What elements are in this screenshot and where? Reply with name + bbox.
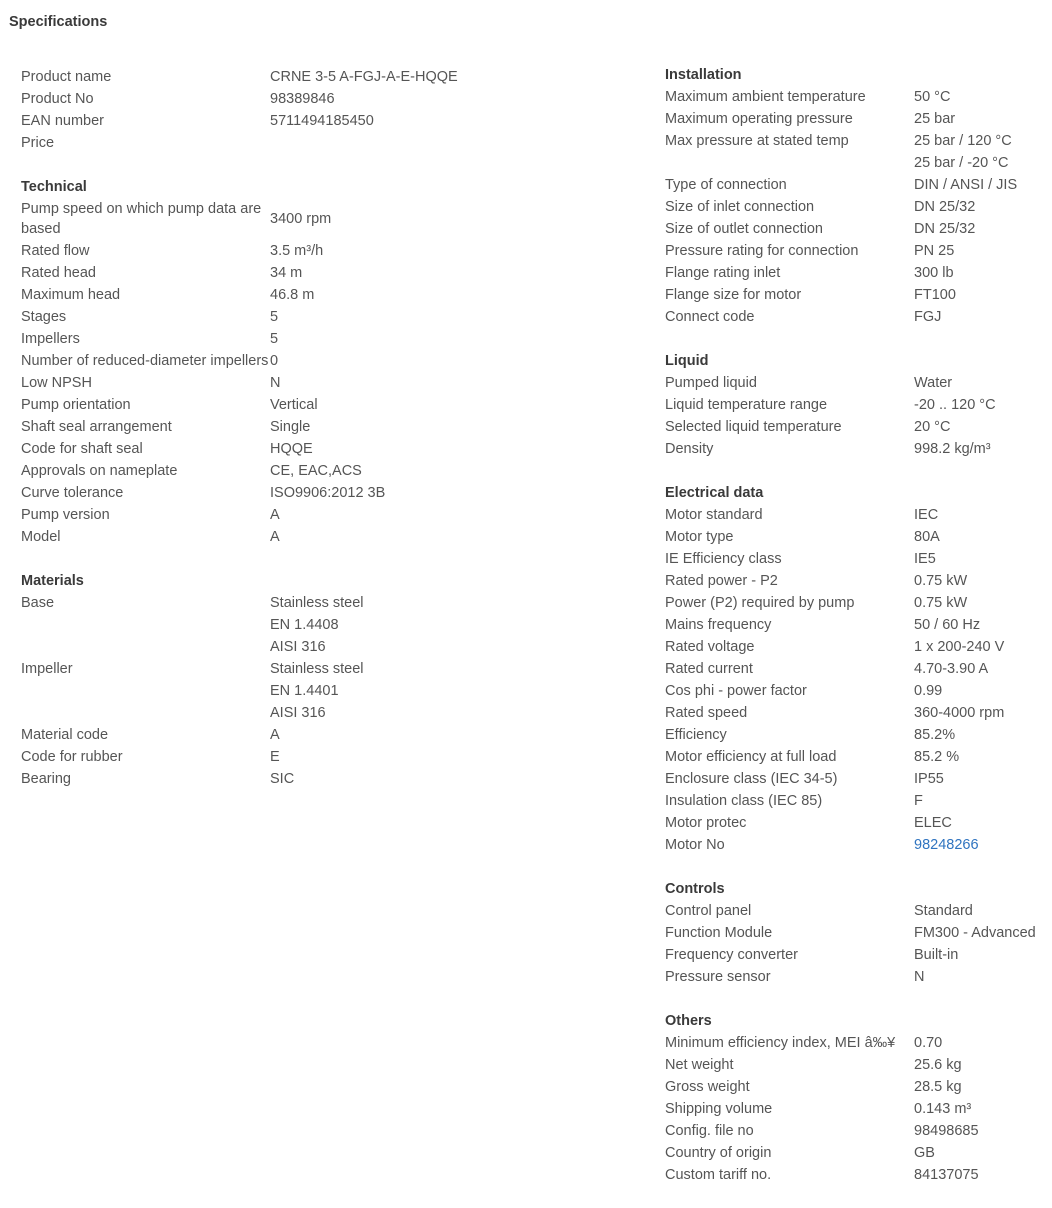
spec-label: Gross weight [665,1079,750,1095]
spec-label: Country of origin [665,1145,772,1161]
spec-label: Flange size for motor [665,287,802,303]
spec-label: Rated power - P2 [665,573,778,589]
spec-label: Density [665,441,714,457]
spec-value-line: 0.75 kW [914,573,968,589]
spec-row [665,834,1050,856]
spec-row [665,416,1050,438]
section-title: Technical [21,179,87,195]
spec-row [665,548,1050,570]
spec-value-line: DN 25/32 [914,199,976,215]
spec-value-line: 98389846 [270,91,335,107]
right-column [665,64,1050,1208]
spec-value [914,504,1050,526]
spec-row [665,196,1050,218]
spec-label: Rated voltage [665,639,755,655]
spec-value [914,702,1050,724]
spec-value [914,944,1050,966]
spec-row [21,394,621,416]
spec-label: Pressure sensor [665,969,771,985]
spec-label: Connect code [665,309,755,325]
spec-label: Mains frequency [665,617,772,633]
spec-value-line: 85.2 % [914,749,960,765]
spec-value [270,438,621,460]
spec-row [665,526,1050,548]
spec-value-line: 300 lb [914,265,954,281]
spec-label: Pressure rating for connection [665,243,859,259]
spec-value-line: 50 / 60 Hz [914,617,981,633]
spec-value [914,196,1050,218]
spec-value [914,1054,1050,1076]
spec-label: Rated current [665,661,753,677]
spec-value [914,548,1050,570]
spec-value [914,746,1050,768]
spec-row [21,198,621,240]
spec-value [914,240,1050,262]
spec-row [21,262,621,284]
spec-row [665,636,1050,658]
spec-row [21,746,621,768]
spec-label: Efficiency [665,727,727,743]
spec-value [270,208,621,230]
spec-value-line: AISI 316 [270,639,326,655]
spec-row [665,504,1050,526]
spec-value-line: 80A [914,529,940,545]
spec-value [270,416,621,438]
spec-value-line: A [270,507,280,523]
spec-label: Shipping volume [665,1101,773,1117]
section-liquid [665,350,1050,460]
spec-row [665,944,1050,966]
spec-value-line: DN 25/32 [914,221,976,237]
spec-value [914,262,1050,284]
spec-row [665,284,1050,306]
section-general [21,66,621,154]
spec-value-line: 1 x 200-240 V [914,639,1005,655]
spec-value-line: EN 1.4401 [270,683,339,699]
section-installation [665,64,1050,328]
spec-label: Pump orientation [21,397,131,413]
spec-value-line: EN 1.4408 [270,617,339,633]
spec-row [21,592,621,658]
spec-value [914,438,1050,460]
spec-value-line: IEC [914,507,939,523]
spec-value [914,108,1050,130]
spec-value [270,88,621,110]
spec-value-line: 0.99 [914,683,943,699]
spec-value [270,372,621,394]
spec-label: Approvals on nameplate [21,463,178,479]
spec-value [914,680,1050,702]
spec-value [914,922,1050,944]
spec-row [665,900,1050,922]
spec-row [665,1032,1050,1054]
spec-row [665,790,1050,812]
spec-row [21,724,621,746]
spec-row [665,1120,1050,1142]
spec-value [914,768,1050,790]
spec-label: Custom tariff no. [665,1167,772,1183]
spec-value [914,130,1050,174]
spec-value-line: 46.8 m [270,287,315,303]
spec-row [21,504,621,526]
spec-row [21,240,621,262]
spec-value-line: 20 °C [914,419,951,435]
spec-row [665,394,1050,416]
spec-label: Cos phi - power factor [665,683,807,699]
spec-label: Price [21,135,55,151]
section-title: Controls [665,881,725,897]
spec-value [914,394,1050,416]
spec-value-line: FGJ [914,309,942,325]
section-materials [21,570,621,790]
spec-value [914,416,1050,438]
spec-value [270,592,621,658]
spec-row [21,350,621,372]
spec-label: Maximum operating pressure [665,111,853,127]
spec-value [270,768,621,790]
spec-row [21,66,621,88]
spec-value [914,724,1050,746]
spec-value-line: HQQE [270,441,313,457]
spec-row [21,306,621,328]
spec-row [665,174,1050,196]
spec-label: Bearing [21,771,71,787]
motor-number-link[interactable]: 98248266 [914,837,979,853]
spec-label: Pumped liquid [665,375,757,391]
spec-value-line: 28.5 kg [914,1079,962,1095]
spec-row [665,1164,1050,1186]
spec-row [21,416,621,438]
spec-value [914,372,1050,394]
spec-value [270,328,621,350]
spec-label: Max pressure at stated temp [665,133,849,149]
spec-value [914,1164,1050,1186]
spec-value [270,66,621,88]
spec-label: Size of inlet connection [665,199,815,215]
spec-row [665,614,1050,636]
spec-value-line: 5711494185450 [270,113,374,129]
spec-label: Impeller [21,661,73,677]
spec-label: Rated speed [665,705,748,721]
section-controls [665,878,1050,988]
section-title: Liquid [665,353,709,369]
spec-row [21,658,621,724]
spec-label: Product No [21,91,94,107]
spec-label: Stages [21,309,67,325]
spec-label: Motor No [665,837,725,853]
spec-value [270,504,621,526]
spec-row [665,812,1050,834]
spec-value-line: 0.75 kW [914,595,968,611]
spec-row [665,1076,1050,1098]
spec-value-line: 0 [270,353,279,369]
spec-row [21,768,621,790]
section-title: Installation [665,67,742,83]
spec-label: Impellers [21,331,80,347]
spec-value [270,658,621,724]
spec-row [665,592,1050,614]
spec-label: Rated flow [21,243,90,259]
spec-value [914,966,1050,988]
spec-value [914,592,1050,614]
spec-label: Low NPSH [21,375,92,391]
spec-value-line: GB [914,1145,935,1161]
spec-value [914,900,1050,922]
spec-row [21,110,621,132]
spec-value-line: 85.2% [914,727,956,743]
spec-label: Selected liquid temperature [665,419,842,435]
spec-value [914,284,1050,306]
spec-label: Control panel [665,903,752,919]
spec-value-line: N [270,375,281,391]
spec-value [914,1120,1050,1142]
spec-value [914,218,1050,240]
spec-value-line: 4.70-3.90 A [914,661,989,677]
spec-label: Type of connection [665,177,787,193]
spec-value-line: CE, EAC,ACS [270,463,362,479]
spec-label: Minimum efficiency index, MEI â‰¥ [665,1035,896,1051]
spec-value [270,482,621,504]
spec-row [21,526,621,548]
spec-value [270,132,621,154]
spec-value-line: 3400 rpm [270,211,332,227]
spec-row [665,570,1050,592]
spec-value-line: 0.143 m³ [914,1101,972,1117]
spec-value [914,306,1050,328]
spec-value [270,350,621,372]
spec-value [914,570,1050,592]
spec-value [270,460,621,482]
spec-label: Pump version [21,507,110,523]
spec-label: Code for rubber [21,749,123,765]
spec-row [21,328,621,350]
spec-value-line: Water [914,375,953,391]
spec-label: Material code [21,727,109,743]
spec-value-line: 3.5 m³/h [270,243,324,259]
spec-value-line: 360-4000 rpm [914,705,1005,721]
spec-label: Power (P2) required by pump [665,595,855,611]
spec-label: Insulation class (IEC 85) [665,793,823,809]
spec-label: Pump speed on which pump data are based [21,201,262,237]
spec-value [270,394,621,416]
spec-value [914,834,1050,856]
section-title: Others [665,1013,712,1029]
section-electrical-data [665,482,1050,856]
spec-label: Number of reduced-diameter impellers [21,353,269,369]
spec-value [914,86,1050,108]
spec-value [914,790,1050,812]
spec-value-line: 34 m [270,265,303,281]
spec-value-line: Built-in [914,947,959,963]
spec-value-line: FM300 - Advanced [914,925,1036,941]
spec-label: Product name [21,69,112,85]
spec-label: Curve tolerance [21,485,124,501]
spec-row [665,768,1050,790]
spec-label: Rated head [21,265,96,281]
spec-value-line: ISO9906:2012 3B [270,485,386,501]
spec-value-line: PN 25 [914,243,955,259]
spec-label: Maximum ambient temperature [665,89,866,105]
spec-row [665,746,1050,768]
spec-value-line: CRNE 3-5 A-FGJ-A-E-HQQE [270,69,458,85]
spec-row [665,702,1050,724]
spec-value [914,526,1050,548]
spec-value-line: ELEC [914,815,952,831]
spec-value-line: 0.70 [914,1035,943,1051]
spec-value-line: 98498685 [914,1123,979,1139]
spec-row [665,372,1050,394]
spec-row [21,460,621,482]
spec-value-line: IE5 [914,551,936,567]
spec-value-line: N [914,969,925,985]
spec-label: Base [21,595,55,611]
spec-value-line: -20 .. 120 °C [914,397,996,413]
spec-row [665,658,1050,680]
spec-row [665,922,1050,944]
spec-value [914,1098,1050,1120]
spec-label: Flange rating inlet [665,265,781,281]
spec-value [270,306,621,328]
spec-value-line: Standard [914,903,973,919]
spec-row [21,482,621,504]
spec-value [914,812,1050,834]
spec-row [665,262,1050,284]
spec-label: EAN number [21,113,105,129]
spec-label: Shaft seal arrangement [21,419,172,435]
spec-value-line: Stainless steel [270,661,364,677]
spec-value-line: E [270,749,280,765]
spec-row [665,130,1050,174]
spec-value [270,724,621,746]
spec-label: Net weight [665,1057,734,1073]
spec-row [665,1142,1050,1164]
spec-value-line: 84137075 [914,1167,979,1183]
spec-value-line: AISI 316 [270,705,326,721]
spec-label: Motor standard [665,507,763,523]
spec-value [914,1142,1050,1164]
spec-value [914,1032,1050,1054]
spec-value [914,636,1050,658]
spec-value-line: Stainless steel [270,595,364,611]
spec-row [665,86,1050,108]
spec-value-line: A [270,727,280,743]
spec-value-line: Single [270,419,311,435]
section-others [665,1010,1050,1186]
spec-value [914,658,1050,680]
spec-value [270,262,621,284]
spec-value-line: DIN / ANSI / JIS [914,177,1018,193]
spec-value-line: 5 [270,309,279,325]
spec-value-line: 5 [270,331,279,347]
spec-value [914,174,1050,196]
spec-label: Model [21,529,61,545]
spec-row [665,306,1050,328]
section-technical [21,176,621,548]
spec-value [914,614,1050,636]
spec-row [21,372,621,394]
spec-value-line: IP55 [914,771,944,787]
spec-row [665,108,1050,130]
spec-label: IE Efficiency class [665,551,782,567]
spec-value [270,526,621,548]
spec-value [270,110,621,132]
spec-label: Maximum head [21,287,121,303]
spec-row [665,1098,1050,1120]
spec-row [665,966,1050,988]
spec-value-line: FT100 [914,287,956,303]
spec-label: Motor type [665,529,734,545]
spec-label: Size of outlet connection [665,221,823,237]
spec-value-line: 998.2 kg/m³ [914,441,991,457]
spec-row [21,284,621,306]
spec-row [665,218,1050,240]
spec-row [21,438,621,460]
spec-value-line: 25 bar [914,111,956,127]
spec-label: Code for shaft seal [21,441,143,457]
section-title: Materials [21,573,84,589]
spec-value [914,1076,1050,1098]
spec-value [270,240,621,262]
spec-value [270,284,621,306]
spec-label: Config. file no [665,1123,754,1139]
spec-label: Frequency converter [665,947,798,963]
spec-label: Motor efficiency at full load [665,749,837,765]
spec-row [665,240,1050,262]
spec-row [665,438,1050,460]
spec-value-line: Vertical [270,397,318,413]
spec-value-line: 25 bar / -20 °C [914,155,1009,171]
spec-value-line: SIC [270,771,295,787]
spec-row [665,680,1050,702]
section-title: Electrical data [665,485,764,501]
spec-label: Enclosure class (IEC 34-5) [665,771,838,787]
spec-value-line: 25.6 kg [914,1057,962,1073]
spec-row [665,724,1050,746]
spec-value [270,746,621,768]
spec-row [665,1054,1050,1076]
spec-label: Function Module [665,925,773,941]
spec-value-line: 50 °C [914,89,951,105]
spec-value-line: F [914,793,923,809]
spec-value-line: 25 bar / 120 °C [914,133,1012,149]
spec-value-line: A [270,529,280,545]
spec-label: Liquid temperature range [665,397,828,413]
page-title: Specifications [9,14,108,30]
spec-label: Motor protec [665,815,747,831]
spec-row [21,88,621,110]
left-column [21,66,621,812]
spec-row [21,132,621,154]
